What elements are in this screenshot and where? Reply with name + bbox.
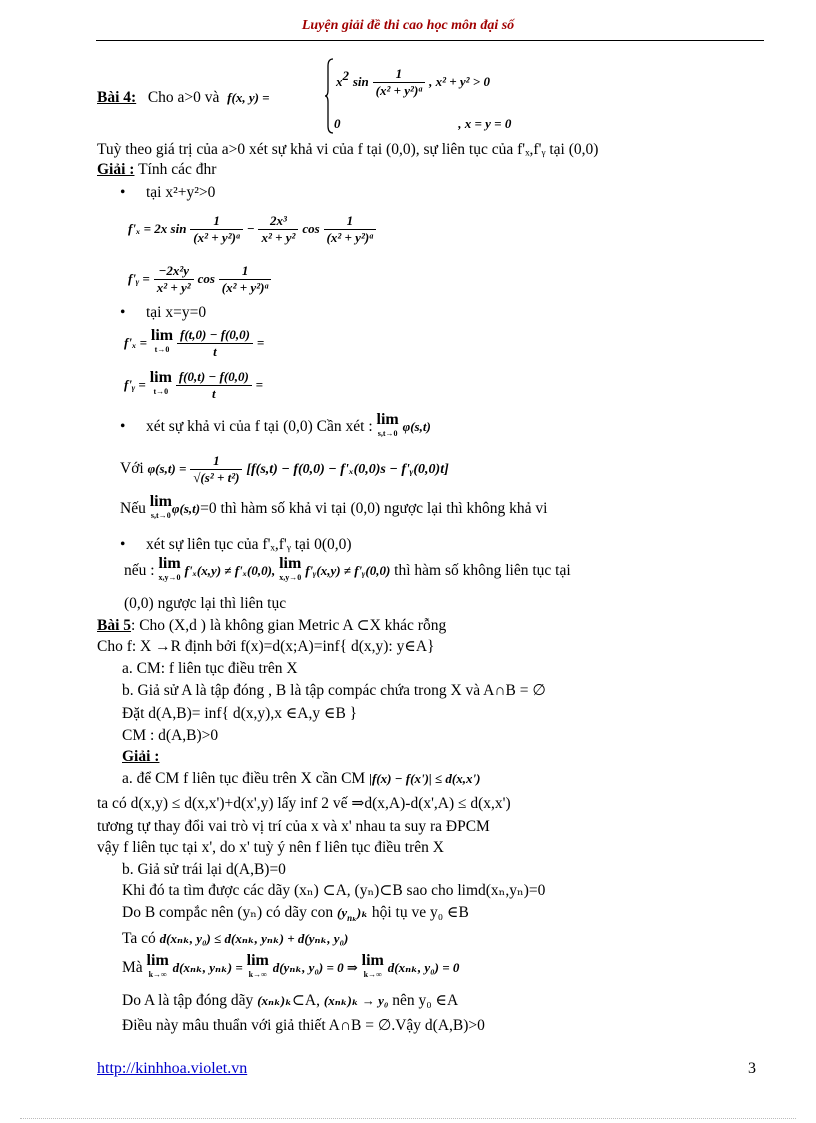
bai5-b: b. Giả sử A là tập đóng , B là tập compác chứa trong X và A∩B = ∅ — [122, 682, 546, 699]
piecewise-case-1: $x^2$ sin $\frac{1}{\text{(x² + y²)ᵃ}}$ , x² + y² > 0 — [336, 66, 490, 99]
bullet-icon: • — [120, 536, 126, 553]
page-header: Luyện giải đề thi cao học môn đại số — [301, 18, 515, 33]
bullet-icon: • — [120, 184, 126, 201]
bai5-g4: Mà lim k→∞ d(xₙₖ, yₙₖ) = lim k→∞ d(yₙₖ, y₀) = 0 ⇒ lim k→∞ d(xₙₖ, y₀) = 0 — [122, 952, 460, 980]
bullet-1: • tại x²+y²>0 — [120, 184, 216, 201]
bullet-3: • xét sự khả vi của f tại (0,0) Cần xét : lim s,t→0 φ(s,t) — [120, 412, 431, 442]
bai5-l2: Cho f: X →R định bởi f(x)=d(x;A)=inf{ d(x,y): y∈A} — [97, 638, 435, 655]
bai5-g3: Ta có d(xₙₖ, y₀) ≤ d(xₙₖ, yₙₖ) + d(yₙₖ, y₀) — [122, 930, 349, 947]
header-rule — [96, 40, 764, 41]
bai5-dat: Đặt d(A,B)= inf{ d(x,y),x ∈A,y ∈B } — [122, 705, 358, 722]
bai5-cm: CM : d(A,B)>0 — [122, 727, 219, 744]
page-number: 3 — [748, 1060, 756, 1077]
bai5-t1: ta có d(x,y) ≤ d(x,x')+d(x',y) lấy inf 2 vế ⇒d(x,A)-d(x',A) ≤ d(x,x') — [97, 795, 511, 812]
bai5-giai: Giải : — [122, 748, 160, 765]
bullet-2: • tại x=y=0 — [120, 304, 207, 321]
bai5-t3: vậy f liên tục tại x', do x' tuỳ ý nên f liên tục điều trên X — [97, 839, 444, 856]
bai4-intro: Cho a>0 và — [147, 89, 220, 106]
bai5-g5: Do A là tập đóng dãy (xₙₖ)ₖ⊂A, (xₙₖ)ₖ → y₀ nên y₀ ∈A — [122, 992, 459, 1009]
bai4-heading — [97, 88, 270, 108]
bai5-ga: a. để CM f liên tục điều trên X cần CM |f(x) − f(x')| ≤ d(x,x') — [122, 770, 481, 787]
bai4-task: Tuỳ theo giá trị của a>0 xét sự khả vi của f tại (0,0), sự liên tục của f'ₓ,f'ᵧ tại (0,0) — [97, 141, 599, 158]
fy-formula: f'ᵧ = $\frac{\text{−2x²y}}{\text{x² + y²}}$ cos $\frac{1}{\text{(x² + y²)ᵃ}}$ — [128, 262, 271, 296]
bai4-label: Bài 4: — [97, 89, 137, 106]
bai5-a: a. CM: f liên tục điều trên X — [122, 660, 298, 677]
bai5-heading: Bài 5: Cho (X,d ) là không gian Metric A ⊂X khác rỗng — [97, 617, 447, 634]
fx-formula: f'ₓ = 2x sin $\frac{1}{\text{(x² + y²)ᵃ}}$ − $\frac{\text{2x³}}{\text{x² + y²}}$ cos $\frac{1}{\text{(x² + y²)ᵃ}}$ — [128, 212, 376, 246]
bai4-fdef: f(x, y) = — [227, 90, 270, 105]
phi-definition: Với φ(s,t) = $\frac{1}{\text{√(s² + t²)}}$ [f(s,t) − f(0,0) − f'ₓ(0,0)s − f'ᵧ(0,0)t] — [120, 452, 449, 485]
page-bottom-divider — [20, 1118, 796, 1119]
bai5-gb: b. Giả sử trái lại d(A,B)=0 — [122, 861, 286, 878]
neu1-line: Nếu lim s,t→0 φ(s,t)=0 thì hàm số khả vi tại (0,0) ngược lại thì không khả vi — [120, 493, 548, 521]
bai5-t2: tương tự thay đổi vai trò vị trí của x và x' nhau ta suy ra ĐPCM — [97, 818, 490, 835]
piecewise-brace — [324, 58, 334, 134]
bai5-g6: Điều này mâu thuẩn với giả thiết A∩B = ∅.Vậy d(A,B)>0 — [122, 1017, 485, 1034]
footer-link[interactable]: http://kinhhoa.violet.vn — [97, 1060, 248, 1077]
bullet-icon: • — [120, 304, 126, 321]
neu2-line: nếu : lim x,y→0 f'ₓ(x,y) ≠ f'ₓ(0,0), lim x,y→0 f'ᵧ(x,y) ≠ f'ᵧ(0,0) thì hàm số không liên tục tại — [124, 555, 571, 583]
bai5-g1: Khi đó ta tìm được các dãy (xₙ) ⊂A, (yₙ)⊂B sao cho limd(xₙ,yₙ)=0 — [122, 882, 546, 899]
bai4-solve: Giải : Tính các đhr — [97, 161, 217, 178]
bai5-g2: Do B compắc nên (yₙ) có dãy con $(y_{n_k})_k$ hội tụ ve y₀ ∈B — [122, 904, 469, 924]
neu2-tail: (0,0) ngược lại thì liên tục — [124, 595, 287, 612]
piecewise-case-2: 0 , x = y = 0 — [334, 116, 512, 131]
bullet-icon: • — [120, 418, 126, 435]
bullet-4: • xét sự liên tục của f'ₓ,f'ᵧ tại 0(0,0) — [120, 536, 352, 553]
fx0-formula: f'ₓ = lim t→0 $\frac{f(t,0) - f(0,0)}{t}$ = — [124, 326, 265, 359]
fy0-formula: f'ᵧ = lim t→0 $\frac{f(0,t) - f(0,0)}{t}$ = — [124, 368, 264, 401]
